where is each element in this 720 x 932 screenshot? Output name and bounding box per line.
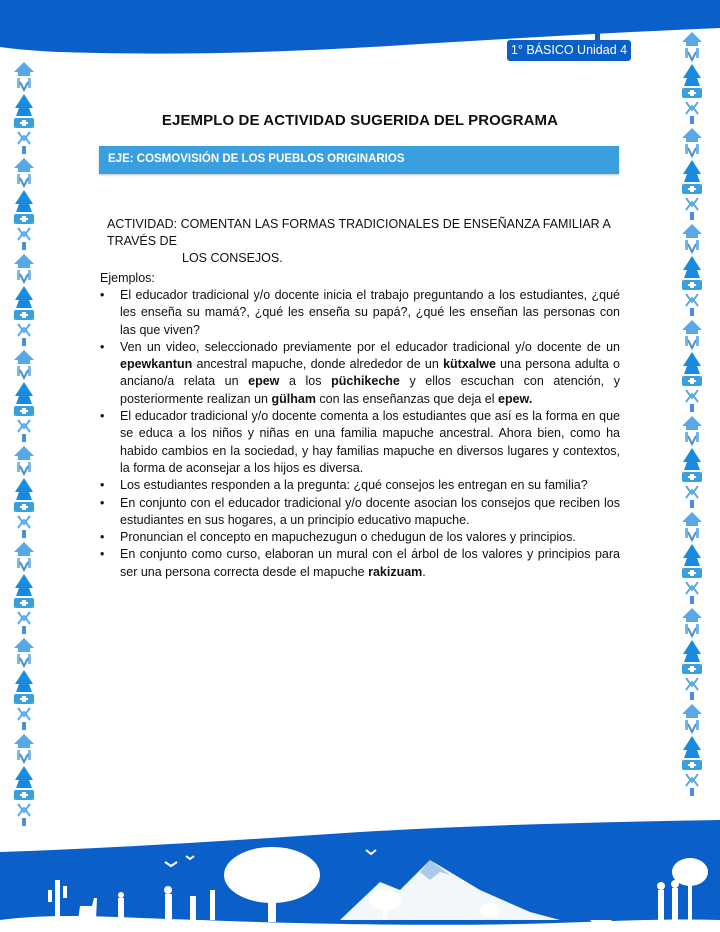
example-item	[100, 408, 620, 477]
example-item	[100, 339, 620, 408]
footer-landscape-icon	[0, 820, 720, 932]
example-text: una persona adulta o anciano/a relata un	[120, 357, 620, 389]
eje-label: EJE: COSMOVISIÓN DE LOS PUEBLOS ORIGINARIOS	[108, 153, 405, 165]
activity-heading	[107, 216, 617, 267]
mapuche-term: kütxalwe	[443, 357, 496, 372]
activity-line-2: LOS CONSEJOS.	[182, 251, 283, 265]
example-text: ancestral mapuche, donde alrededor de un	[192, 357, 444, 372]
example-text: El educador tradicional y/o docente comenta a los estudiantes que así es la forma en que se educa a los niños y niñas en una familia mapuche ancestral. Ahora bien, como ha habido cambios en la sociedad, y hay familias mapuche en diversos lugares y contextos, la forma de aconsejar a los hijos es diversa.	[120, 409, 620, 475]
bullet-icon: •	[100, 409, 105, 424]
example-text: Ven un video, seleccionado previamente por el educador tradicional y/o docente de un	[120, 339, 620, 354]
example-item	[100, 287, 620, 339]
example-text: En conjunto con el educador tradicional y/o docente asocian los consejos que reciben los estudiantes en sus hogares, a un principio educativo mapuche.	[120, 495, 620, 527]
example-text: Pronuncian el concepto en mapuchezugun o chedugun de los valores y principios.	[120, 530, 576, 545]
example-text: .	[422, 564, 426, 579]
example-text: Los estudiantes responden a la pregunta: ¿qué consejos les entregan en su familia?	[120, 478, 588, 493]
mapuche-term: rakizuam	[368, 564, 423, 579]
activity-line-1: ACTIVIDAD: COMENTAN LAS FORMAS TRADICIONALES DE ENSEÑANZA FAMILIAR A TRAVÉS DE	[107, 217, 611, 248]
bullet-icon: •	[100, 339, 105, 354]
example-text: y ellos escuchan con atención, y posteriormente realizan un	[120, 374, 620, 406]
mapuche-term: püchikeche	[331, 374, 400, 389]
example-item	[100, 546, 620, 581]
mapuche-term: epew	[248, 374, 280, 389]
page-title: EJEMPLO DE ACTIVIDAD SUGERIDA DEL PROGRAMA	[161, 112, 559, 129]
bullet-icon: •	[100, 547, 105, 562]
mapuche-term: gülham	[271, 391, 316, 406]
example-text: a los	[279, 374, 332, 389]
bullet-icon: •	[100, 478, 105, 493]
example-text: El educador tradicional y/o docente inicia el trabajo preguntando a los estudiantes, ¿qué les enseña su mamá?, ¿qué les enseña su papá?, ¿qué les enseñan las personas con las que viven?	[120, 288, 620, 337]
examples-label: Ejemplos:	[100, 271, 155, 285]
unit-badge: 1° BÁSICO Unidad 4	[507, 40, 631, 61]
bullet-icon: •	[100, 495, 105, 510]
eje-banner	[99, 146, 619, 174]
example-text: con las enseñanzas que deja el	[315, 391, 499, 406]
bullet-icon: •	[100, 530, 105, 545]
left-border-pattern-icon	[8, 60, 40, 830]
example-item	[100, 495, 620, 530]
example-text: En conjunto como curso, elaboran un mural con el árbol de los valores y principios para ser una persona correcta desde el mapuche	[120, 547, 620, 579]
bullet-icon: •	[100, 288, 105, 302]
example-item	[100, 529, 620, 546]
mapuche-term: epewkantun	[120, 357, 193, 372]
example-item	[100, 477, 620, 494]
examples-list	[100, 287, 620, 581]
mapuche-term: epew.	[498, 391, 533, 406]
right-border-pattern-icon	[676, 30, 708, 800]
